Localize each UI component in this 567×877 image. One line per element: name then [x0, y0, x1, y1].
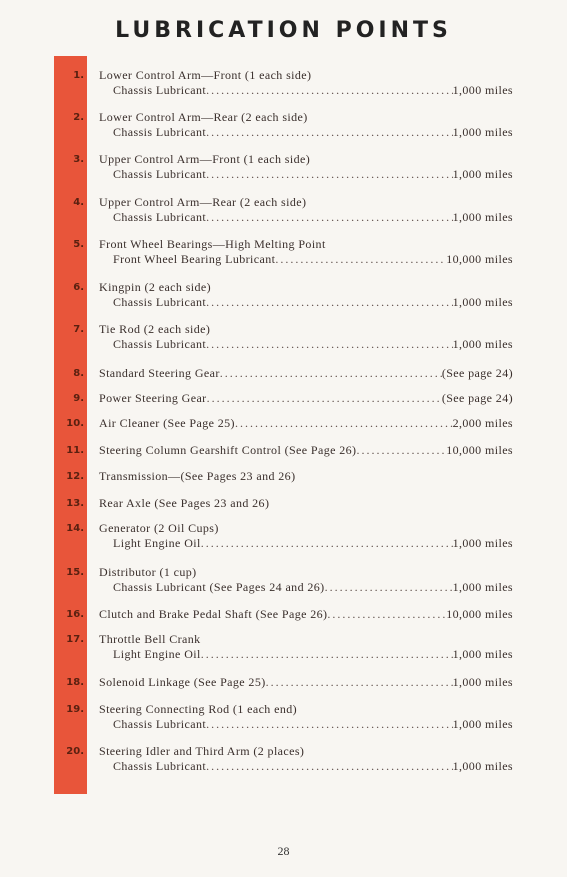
leader-dots — [275, 252, 446, 267]
item-lubricant: Light Engine Oil — [113, 536, 201, 550]
item-lubricant: Chassis Lubricant — [113, 759, 207, 773]
leader-dots — [266, 675, 453, 690]
leader-dots — [206, 295, 452, 310]
item-detail — [99, 391, 513, 406]
leader-dots — [356, 443, 446, 458]
item-detail — [113, 210, 513, 225]
item-lubricant: Chassis Lubricant — [113, 83, 207, 97]
item-title: Distributor (1 cup) — [99, 565, 197, 579]
item-number: 1. — [73, 70, 84, 81]
item-lubricant: Chassis Lubricant — [113, 717, 207, 731]
page-number: 28 — [277, 844, 290, 858]
item-title: Steering Idler and Third Arm (2 places) — [99, 744, 305, 758]
item-detail — [113, 647, 513, 662]
item-lubricant: Front Wheel Bearing Lubricant — [113, 252, 276, 266]
item-detail — [99, 496, 513, 511]
leader-dots — [220, 366, 442, 381]
leader-dots — [206, 167, 452, 182]
item-detail — [113, 759, 513, 774]
item-number: 6. — [73, 282, 84, 293]
item-interval: 10,000 miles — [446, 607, 513, 621]
item-title: Transmission—(See Pages 23 and 26) — [99, 469, 296, 483]
item-detail — [113, 252, 513, 267]
item-title: Rear Axle (See Pages 23 and 26) — [99, 496, 270, 510]
item-interval: 1,000 miles — [452, 83, 513, 97]
item-interval: (See page 24) — [441, 391, 513, 405]
item-title: Solenoid Linkage (See Page 25) — [99, 675, 266, 689]
item-detail — [113, 125, 513, 140]
item-interval: 1,000 miles — [452, 675, 513, 689]
item-title: Kingpin (2 each side) — [99, 280, 212, 294]
item-interval: 1,000 miles — [452, 759, 513, 773]
item-number: 13. — [66, 498, 84, 509]
item-title: Throttle Bell Crank — [99, 632, 201, 646]
item-interval: 1,000 miles — [452, 536, 513, 550]
item-interval: 10,000 miles — [446, 252, 513, 266]
item-interval: 1,000 miles — [452, 580, 513, 594]
item-detail — [99, 469, 513, 484]
item-lubricant: Light Engine Oil — [113, 647, 201, 661]
item-detail — [113, 83, 513, 98]
leader-dots — [206, 759, 452, 774]
item-title: Steering Connecting Rod (1 each end) — [99, 702, 298, 716]
item-number: 4. — [73, 197, 84, 208]
item-interval: 1,000 miles — [452, 167, 513, 181]
item-detail — [99, 366, 513, 381]
leader-dots — [206, 337, 452, 352]
item-detail — [113, 337, 513, 352]
item-title: Front Wheel Bearings—High Melting Point — [99, 237, 326, 251]
item-title: Upper Control Arm—Rear (2 each side) — [99, 195, 307, 209]
item-interval: 10,000 miles — [446, 443, 513, 457]
item-number: 7. — [73, 324, 84, 335]
item-number: 17. — [66, 634, 84, 645]
item-lubricant: Chassis Lubricant (See Pages 24 and 26) — [113, 580, 325, 594]
item-interval: 1,000 miles — [452, 717, 513, 731]
item-lubricant: Chassis Lubricant — [113, 125, 207, 139]
item-detail — [113, 717, 513, 732]
leader-dots — [201, 647, 453, 662]
item-number: 3. — [73, 154, 84, 165]
item-title: Generator (2 Oil Cups) — [99, 521, 219, 535]
item-title: Lower Control Arm—Front (1 each side) — [99, 68, 312, 82]
leader-dots — [206, 717, 452, 732]
item-title: Standard Steering Gear — [99, 366, 220, 380]
item-detail — [113, 536, 513, 551]
item-number: 19. — [66, 704, 84, 715]
leader-dots — [207, 391, 442, 406]
leader-dots — [206, 83, 452, 98]
item-number: 8. — [73, 368, 84, 379]
item-detail — [113, 295, 513, 310]
item-detail — [113, 580, 513, 595]
item-number: 11. — [66, 445, 84, 456]
item-lubricant: Chassis Lubricant — [113, 337, 207, 351]
item-title: Air Cleaner (See Page 25) — [99, 416, 235, 430]
leader-dots — [206, 125, 452, 140]
item-interval: 1,000 miles — [452, 210, 513, 224]
item-number: 14. — [66, 523, 84, 534]
leader-dots — [201, 536, 453, 551]
item-number: 5. — [73, 239, 84, 250]
item-number: 18. — [66, 677, 84, 688]
item-number: 20. — [66, 746, 84, 757]
item-lubricant: Chassis Lubricant — [113, 167, 207, 181]
item-title: Upper Control Arm—Front (1 each side) — [99, 152, 311, 166]
item-detail — [99, 443, 513, 458]
item-title: Lower Control Arm—Rear (2 each side) — [99, 110, 308, 124]
item-title: Clutch and Brake Pedal Shaft (See Page 26) — [99, 607, 328, 621]
item-number: 9. — [73, 393, 84, 404]
item-interval: (See page 24) — [441, 366, 513, 380]
item-number: 10. — [66, 418, 84, 429]
item-lubricant: Chassis Lubricant — [113, 210, 207, 224]
item-interval: 1,000 miles — [452, 337, 513, 351]
item-interval: 1,000 miles — [452, 295, 513, 309]
item-number: 16. — [66, 609, 84, 620]
leader-dots — [206, 210, 452, 225]
item-interval: 2,000 miles — [452, 416, 513, 430]
item-title: Power Steering Gear — [99, 391, 207, 405]
item-number: 15. — [66, 567, 84, 578]
item-lubricant: Chassis Lubricant — [113, 295, 207, 309]
item-interval: 1,000 miles — [452, 125, 513, 139]
leader-dots — [235, 416, 453, 431]
page-title: LUBRICATION POINTS — [115, 18, 452, 43]
item-detail — [99, 416, 513, 431]
leader-dots — [327, 607, 446, 622]
item-number: 2. — [73, 112, 84, 123]
item-title: Tie Rod (2 each side) — [99, 322, 211, 336]
item-detail — [99, 675, 513, 690]
item-title: Steering Column Gearshift Control (See Page 26) — [99, 443, 357, 457]
item-number: 12. — [66, 471, 84, 482]
leader-dots — [325, 580, 453, 595]
item-interval: 1,000 miles — [452, 647, 513, 661]
item-detail — [113, 167, 513, 182]
item-detail — [99, 607, 513, 622]
